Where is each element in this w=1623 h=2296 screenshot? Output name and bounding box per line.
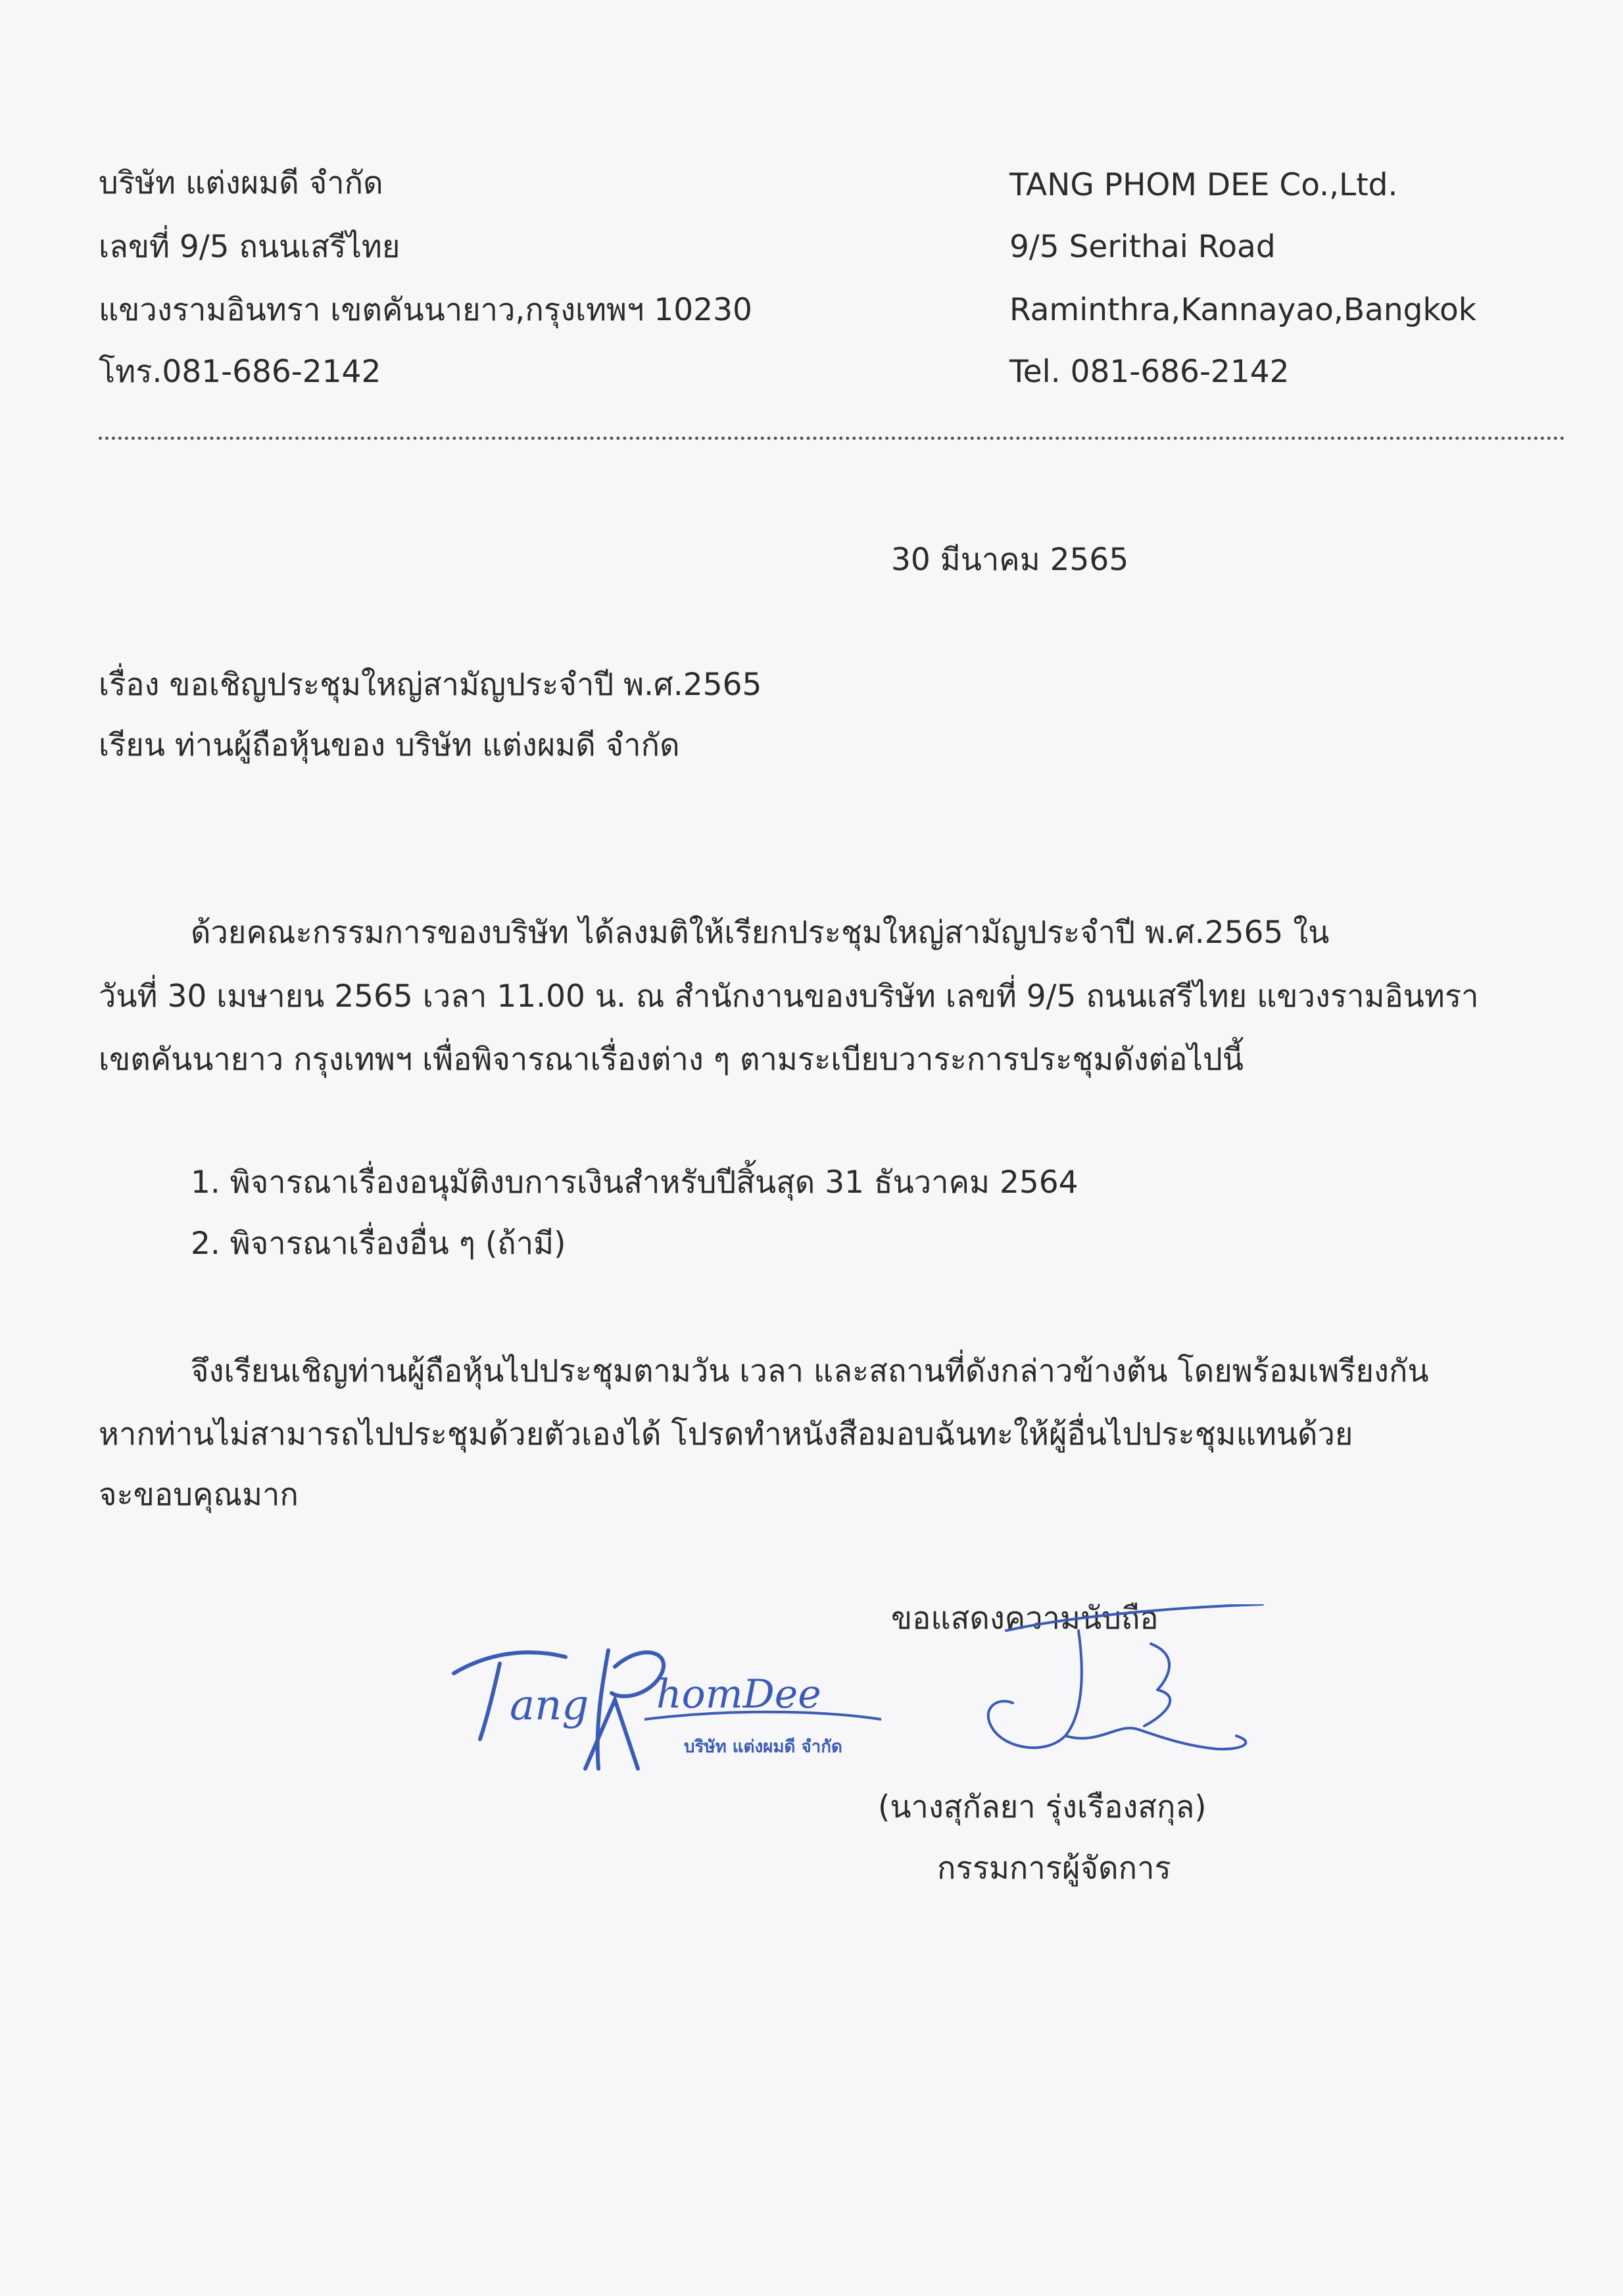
address-line2-thai: แขวงรามอินทรา เขตคันนายาว,กรุงเทพฯ 10230 bbox=[99, 292, 752, 328]
company-logo-graphic bbox=[447, 1627, 908, 1785]
agenda-item-2: 2. พิจารณาเรื่องอื่น ๆ (ถ้ามี) bbox=[191, 1226, 566, 1262]
body-paragraph1-line1: ด้วยคณะกรรมการของบริษัท ได้ลงมติให้เรียกประชุมใหญ่สามัญประจำปี พ.ศ.2565 ใน bbox=[191, 915, 1330, 951]
body-paragraph2-line3: จะขอบคุณมาก bbox=[99, 1477, 299, 1513]
phone-english: Tel. 081-686-2142 bbox=[1009, 354, 1290, 390]
address-line1-thai: เลขที่ 9/5 ถนนเสรีไทย bbox=[99, 229, 400, 265]
dotted-divider bbox=[99, 437, 1565, 440]
closing-text: ขอแสดงความนับถือ bbox=[891, 1600, 1159, 1637]
svg-text:homDee: homDee bbox=[656, 1671, 821, 1717]
body-paragraph1-line2: วันที่ 30 เมษายน 2565 เวลา 11.00 น. ณ สำนักงานของบริษัท เลขที่ 9/5 ถนนเสรีไทย แขวงรามอินทรา bbox=[99, 978, 1479, 1015]
agenda-item-1: 1. พิจารณาเรื่องอนุมัติงบการเงินสำหรับปีสิ้นสุด 31 ธันวาคม 2564 bbox=[191, 1164, 1078, 1201]
address-line2-english: Raminthra,Kannayao,Bangkok bbox=[1009, 292, 1477, 328]
company-name-english: TANG PHOM DEE Co.,Ltd. bbox=[1009, 167, 1398, 203]
body-paragraph2-line1: จึงเรียนเชิญท่านผู้ถือหุ้นไปประชุมตามวัน เวลา และสถานที่ดังกล่าวข้างต้น โดยพร้อมเพรียงกัน bbox=[191, 1353, 1429, 1389]
subject-line: เรื่อง ขอเชิญประชุมใหญ่สามัญประจำปี พ.ศ.2565 bbox=[99, 667, 762, 703]
letter-date: 30 มีนาคม 2565 bbox=[891, 542, 1129, 578]
handwritten-signature bbox=[967, 1604, 1276, 1782]
recipient-line: เรียน ท่านผู้ถือหุ้นของ บริษัท แต่งผมดี จำกัด bbox=[99, 727, 680, 763]
svg-text:ang: ang bbox=[510, 1681, 589, 1730]
body-paragraph1-line3: เขตคันนายาว กรุงเทพฯ เพื่อพิจารณาเรื่องต่าง ๆ ตามระเบียบวาระการประชุมดังต่อไปนี้ bbox=[99, 1041, 1244, 1078]
signatory-title: กรรมการผู้จัดการ bbox=[937, 1850, 1171, 1886]
signatory-name: (นางสุกัลยา รุ่งเรืองสกุล) bbox=[878, 1789, 1207, 1825]
company-logo-stamp bbox=[447, 1627, 908, 1785]
body-paragraph2-line2: หากท่านไม่สามารถไปประชุมด้วยตัวเองได้ โปรดทำหนังสือมอบฉันทะให้ผู้อื่นไปประชุมแทนด้วย bbox=[99, 1416, 1353, 1452]
company-name-thai: บริษัท แต่งผมดี จำกัด bbox=[99, 165, 383, 201]
address-line1-english: 9/5 Serithai Road bbox=[1009, 229, 1276, 265]
stamp-subtext: บริษัท แต่งผมดี จำกัด bbox=[684, 1737, 842, 1757]
phone-thai: โทร.081-686-2142 bbox=[99, 354, 381, 390]
